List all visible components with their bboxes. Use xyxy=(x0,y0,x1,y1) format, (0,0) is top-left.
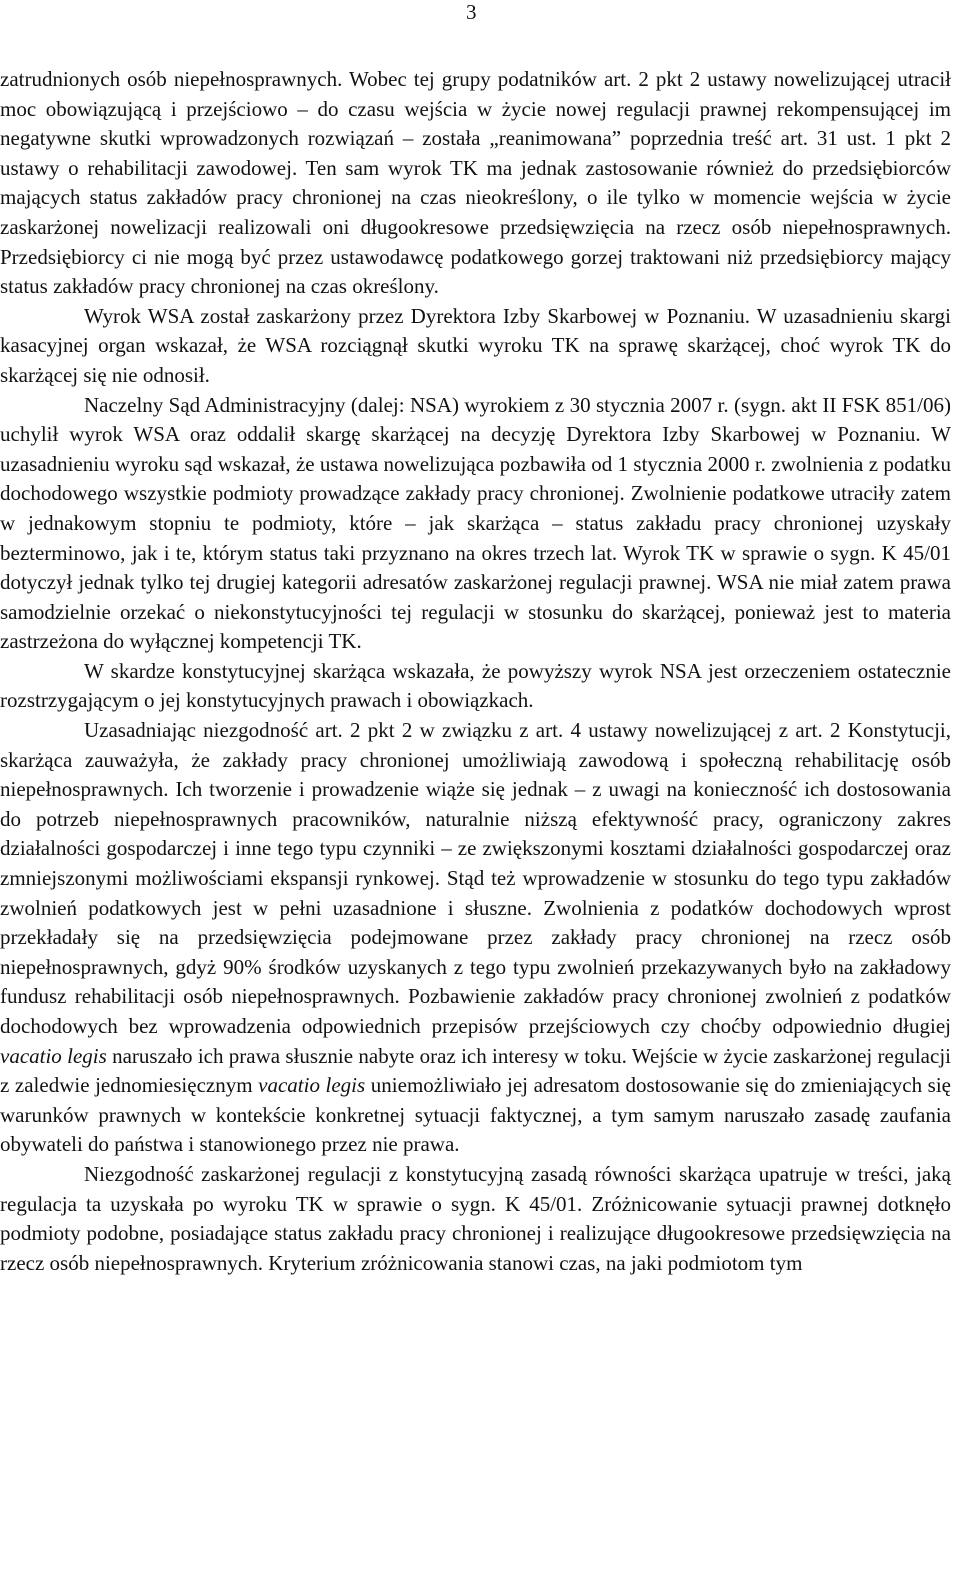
paragraph-1 xyxy=(0,65,951,302)
paragraph-text: Wyrok WSA został zaskarżony przez Dyrektora Izby Skarbowej w Poznaniu. W uzasadnieniu skargi kasacyjnej organ wskazał, że WSA rozciągnął skutki wyroku TK na sprawę skarżącej, choć wyrok TK do skarżącej się nie odnosił. xyxy=(0,303,951,387)
latin-term: vacatio legis xyxy=(0,1043,107,1068)
page-number: 3 xyxy=(466,0,477,24)
latin-term: vacatio legis xyxy=(258,1073,366,1098)
paragraph-text: naruszało ich prawa słusznie nabyte oraz ich interesy w toku. Wejście w życie zaskarżonej regulacji z zaledwie jednomiesięcznym xyxy=(0,1043,951,1098)
paragraph-6 xyxy=(0,1160,951,1278)
paragraph-text: Uzasadniając niezgodność art. 2 pkt 2 w związku z art. 4 ustawy nowelizującej z art. 2 Konstytucji, skarżąca zauważyła, że zakłady pracy chronionej umożliwiają zawodową i społeczną rehabilitację osób niepełnosprawnych. Ich tworzenie i prowadzenie wiąże się jednak – z uwagi na konieczność ich dostosowania do potrzeb niepełnosprawnych pracowników, naturalnie niższą efektywność pracy, ograniczony zakres działalności gospodarczej i inne tego typu czynniki – ze zwiększonymi kosztami działalności gospodarczej oraz zmniejszonymi możliwościami ekspansji rynkowej. Stąd też wprowadzenie w stosunku do tego typu zakładów zwolnień podatkowych jest w pełni uzasadnione i słuszne. Zwolnienia z podatków dochodowych wprost przekładały się na przedsięwzięcia podejmowane przez zakłady pracy chronionej na rzecz osób niepełnosprawnych, gdyż 90% środków uzyskanych z tego typu zwolnień przekazywanych było na zakładowy fundusz rehabilitacji osób niepełnosprawnych. Pozbawienie zakładów pracy chronionej zwolnień z podatków dochodowych bez wprowadzenia odpowiednich przepisów przejściowych czy choćby odpowiednio długiej xyxy=(0,718,951,1038)
paragraph-text: Niezgodność zaskarżonej regulacji z konstytucyjną zasadą równości skarżąca upatruje w treści, jaką regulacja ta uzyskała po wyroku TK w sprawie o sygn. K 45/01. Zróżnicowanie sytuacji prawnej dotknęło podmioty podobne, posiadające status zakładu pracy chronionej i realizujące długookresowe przedsięwzięcia na rzecz osób niepełnosprawnych. Kryterium zróżnicowania stanowi czas, na jaki podmiotom tym xyxy=(0,1161,951,1275)
paragraph-text: zatrudnionych osób niepełnosprawnych. Wobec tej grupy podatników art. 2 pkt 2 ustawy nowelizującej utracił moc obowiązującą i przejściowo – do czasu wejścia w życie nowej regulacji prawnej rekompensującej im negatywne skutki wprowadzonych rozwiązań – została „reanimowana” poprzednia treść art. 31 ust. 1 pkt 2 ustawy o rehabilitacji zawodowej. Ten sam wyrok TK ma jednak zastosowanie również do przedsiębiorców mających status zakładów pracy chronionej na czas nieokreślony, o ile tylko w momencie wejścia w życie zaskarżonej nowelizacji realizowali oni długookresowe przedsięwzięcia na rzecz osób niepełnosprawnych. Przedsiębiorcy ci nie mogą być przez ustawodawcę podatkowego gorzej traktowani niż przedsiębiorcy mający status zakładów pracy chronionej na czas określony. xyxy=(0,67,951,299)
paragraph-5 xyxy=(0,716,951,1160)
document-body xyxy=(0,65,951,1278)
paragraph-text: W skardze konstytucyjnej skarżąca wskazała, że powyższy wyrok NSA jest orzeczeniem ostatecznie rozstrzygającym o jej konstytucyjnych prawach i obowiązkach. xyxy=(0,658,951,713)
paragraph-text: uniemożliwiało jej adresatom dostosowanie się do zmieniających się warunków prawnych w kontekście konkretnej sytuacji faktycznej, a tym samym naruszało zasadę zaufania obywateli do państwa i stanowionego przez nie prawa. xyxy=(0,1073,951,1157)
paragraph-2 xyxy=(0,302,951,391)
paragraph-4 xyxy=(0,657,951,716)
paragraph-3 xyxy=(0,391,951,657)
paragraph-text: Naczelny Sąd Administracyjny (dalej: NSA) wyrokiem z 30 stycznia 2007 r. (sygn. akt II FSK 851/06) uchylił wyrok WSA oraz oddalił skargę skarżącej na decyzję Dyrektora Izby Skarbowej w Poznaniu. W uzasadnieniu wyroku sąd wskazał, że ustawa nowelizująca pozbawiła od 1 stycznia 2000 r. zwolnienia z podatku dochodowego wszystkie podmioty prowadzące zakłady pracy chronionej. Zwolnienie podatkowe utraciły zatem w jednakowym stopniu te podmioty, które – jak skarżąca – status zakładu pracy chronionej uzyskały bezterminowo, jak i te, którym status taki przyznano na okres trzech lat. Wyrok TK w sprawie o sygn. K 45/01 dotyczył jednak tylko tej drugiej kategorii adresatów zaskarżonej regulacji prawnej. WSA nie miał zatem prawa samodzielnie orzekać o niekonstytucyjności tej regulacji w stosunku do skarżącej, ponieważ jest to materia zastrzeżona do wyłącznej kompetencji TK. xyxy=(0,392,951,654)
